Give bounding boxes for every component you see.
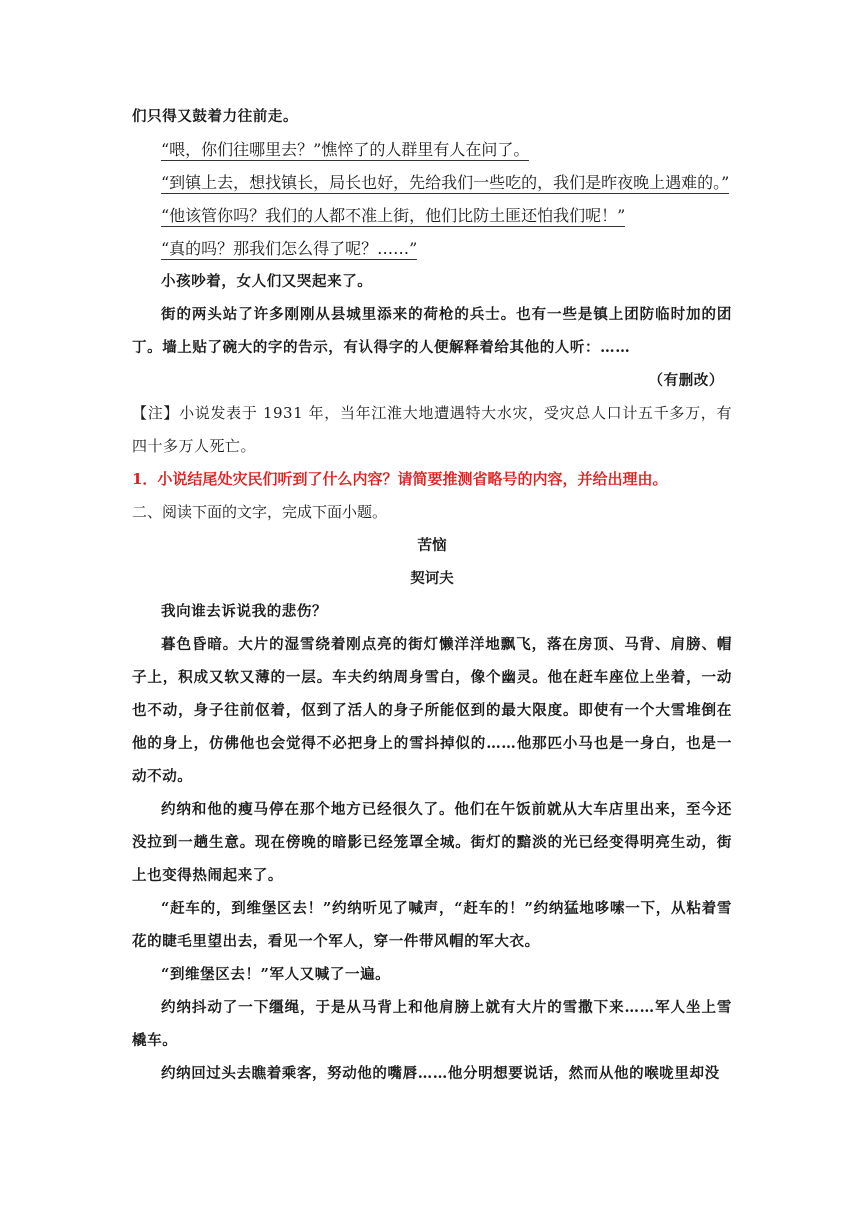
underlined-dialogue: “他该管你吗？我们的人都不准上街，他们比防土匪还怕我们呢！”: [161, 206, 626, 225]
dialogue-line: [132, 133, 732, 166]
paragraph: 小孩吵着，女人们又哭起来了。: [161, 273, 373, 290]
paragraph: 我向谁去诉说我的悲伤？: [161, 603, 328, 620]
section-heading: 二、阅读下面的文字，完成下面小题。: [132, 503, 388, 521]
story-author: 契诃夫: [410, 570, 454, 587]
edited-note: （有删改）: [648, 372, 724, 389]
paragraph: 约纳和他的瘦马停在那个地方已经很久了。他们在午饭前就从大车店里出来，至今还没拉到一趟生意。现在傍晚的暗影已经笼罩全城。街灯的黯淡的光已经变得明亮生动，街上也变得热闹起来了。: [132, 801, 732, 884]
story-title: 苦恼: [417, 537, 447, 554]
paragraph: 约纳抖动了一下缰绳，于是从马背上和他肩膀上就有大片的雪撒下来……军人坐上雪橇车。: [132, 999, 732, 1049]
document-page: [132, 100, 732, 1090]
underlined-dialogue: “到镇上去，想找镇长，局长也好，先给我们一些吃的，我们是昨夜晚上遇难的。”: [161, 173, 730, 192]
underlined-dialogue: “真的吗？那我们怎么得了呢？……”: [161, 239, 418, 258]
dialogue-line: [132, 199, 732, 232]
dialogue-line: [132, 166, 732, 199]
question-1: 1．小说结尾处灾民们听到了什么内容？请简要推测省略号的内容，并给出理由。: [132, 470, 668, 488]
paragraph: 约纳回过头去瞧着乘客，努动他的嘴唇……他分明想要说话，然而从他的喉咙里却没: [161, 1065, 720, 1082]
footnote: 【注】小说发表于 1931 年，当年江淮大地遭遇特大水灾，受灾总人口计五千多万，有四十多万人死亡。: [132, 404, 732, 455]
paragraph: 街的两头站了许多刚刚从县城里添来的荷枪的兵士。也有一些是镇上团防临时加的团丁。墙上贴了碗大的字的告示，有认得字的人便解释着给其他的人听：……: [132, 306, 732, 356]
paragraph: “到维堡区去！”军人又喊了一遍。: [161, 966, 391, 983]
underlined-dialogue: “喂，你们往哪里去？”憔悴了的人群里有人在问了。: [161, 140, 530, 159]
passage-continuation: 们只得又鼓着力往前走。: [132, 108, 299, 125]
dialogue-line: [132, 232, 732, 265]
paragraph: “赶车的，到维堡区去！”约纳听见了喊声，“赶车的！”约纳猛地哆嗦一下，从粘着雪花的睫毛里望出去，看见一个军人，穿一件带风帽的军大衣。: [132, 900, 732, 950]
paragraph: 暮色昏暗。大片的湿雪绕着刚点亮的街灯懒洋洋地飘飞，落在房顶、马背、肩膀、帽子上，积成又软又薄的一层。车夫约纳周身雪白，像个幽灵。他在赶车座位上坐着，一动也不动，身子往前伛着，伛到了活人的身子所能伛到的最大限度。即使有一个大雪堆倒在他的身上，仿佛他也会觉得不必把身上的雪抖掉似的……他那匹小马也是一身白，也是一动不动。: [132, 636, 732, 785]
